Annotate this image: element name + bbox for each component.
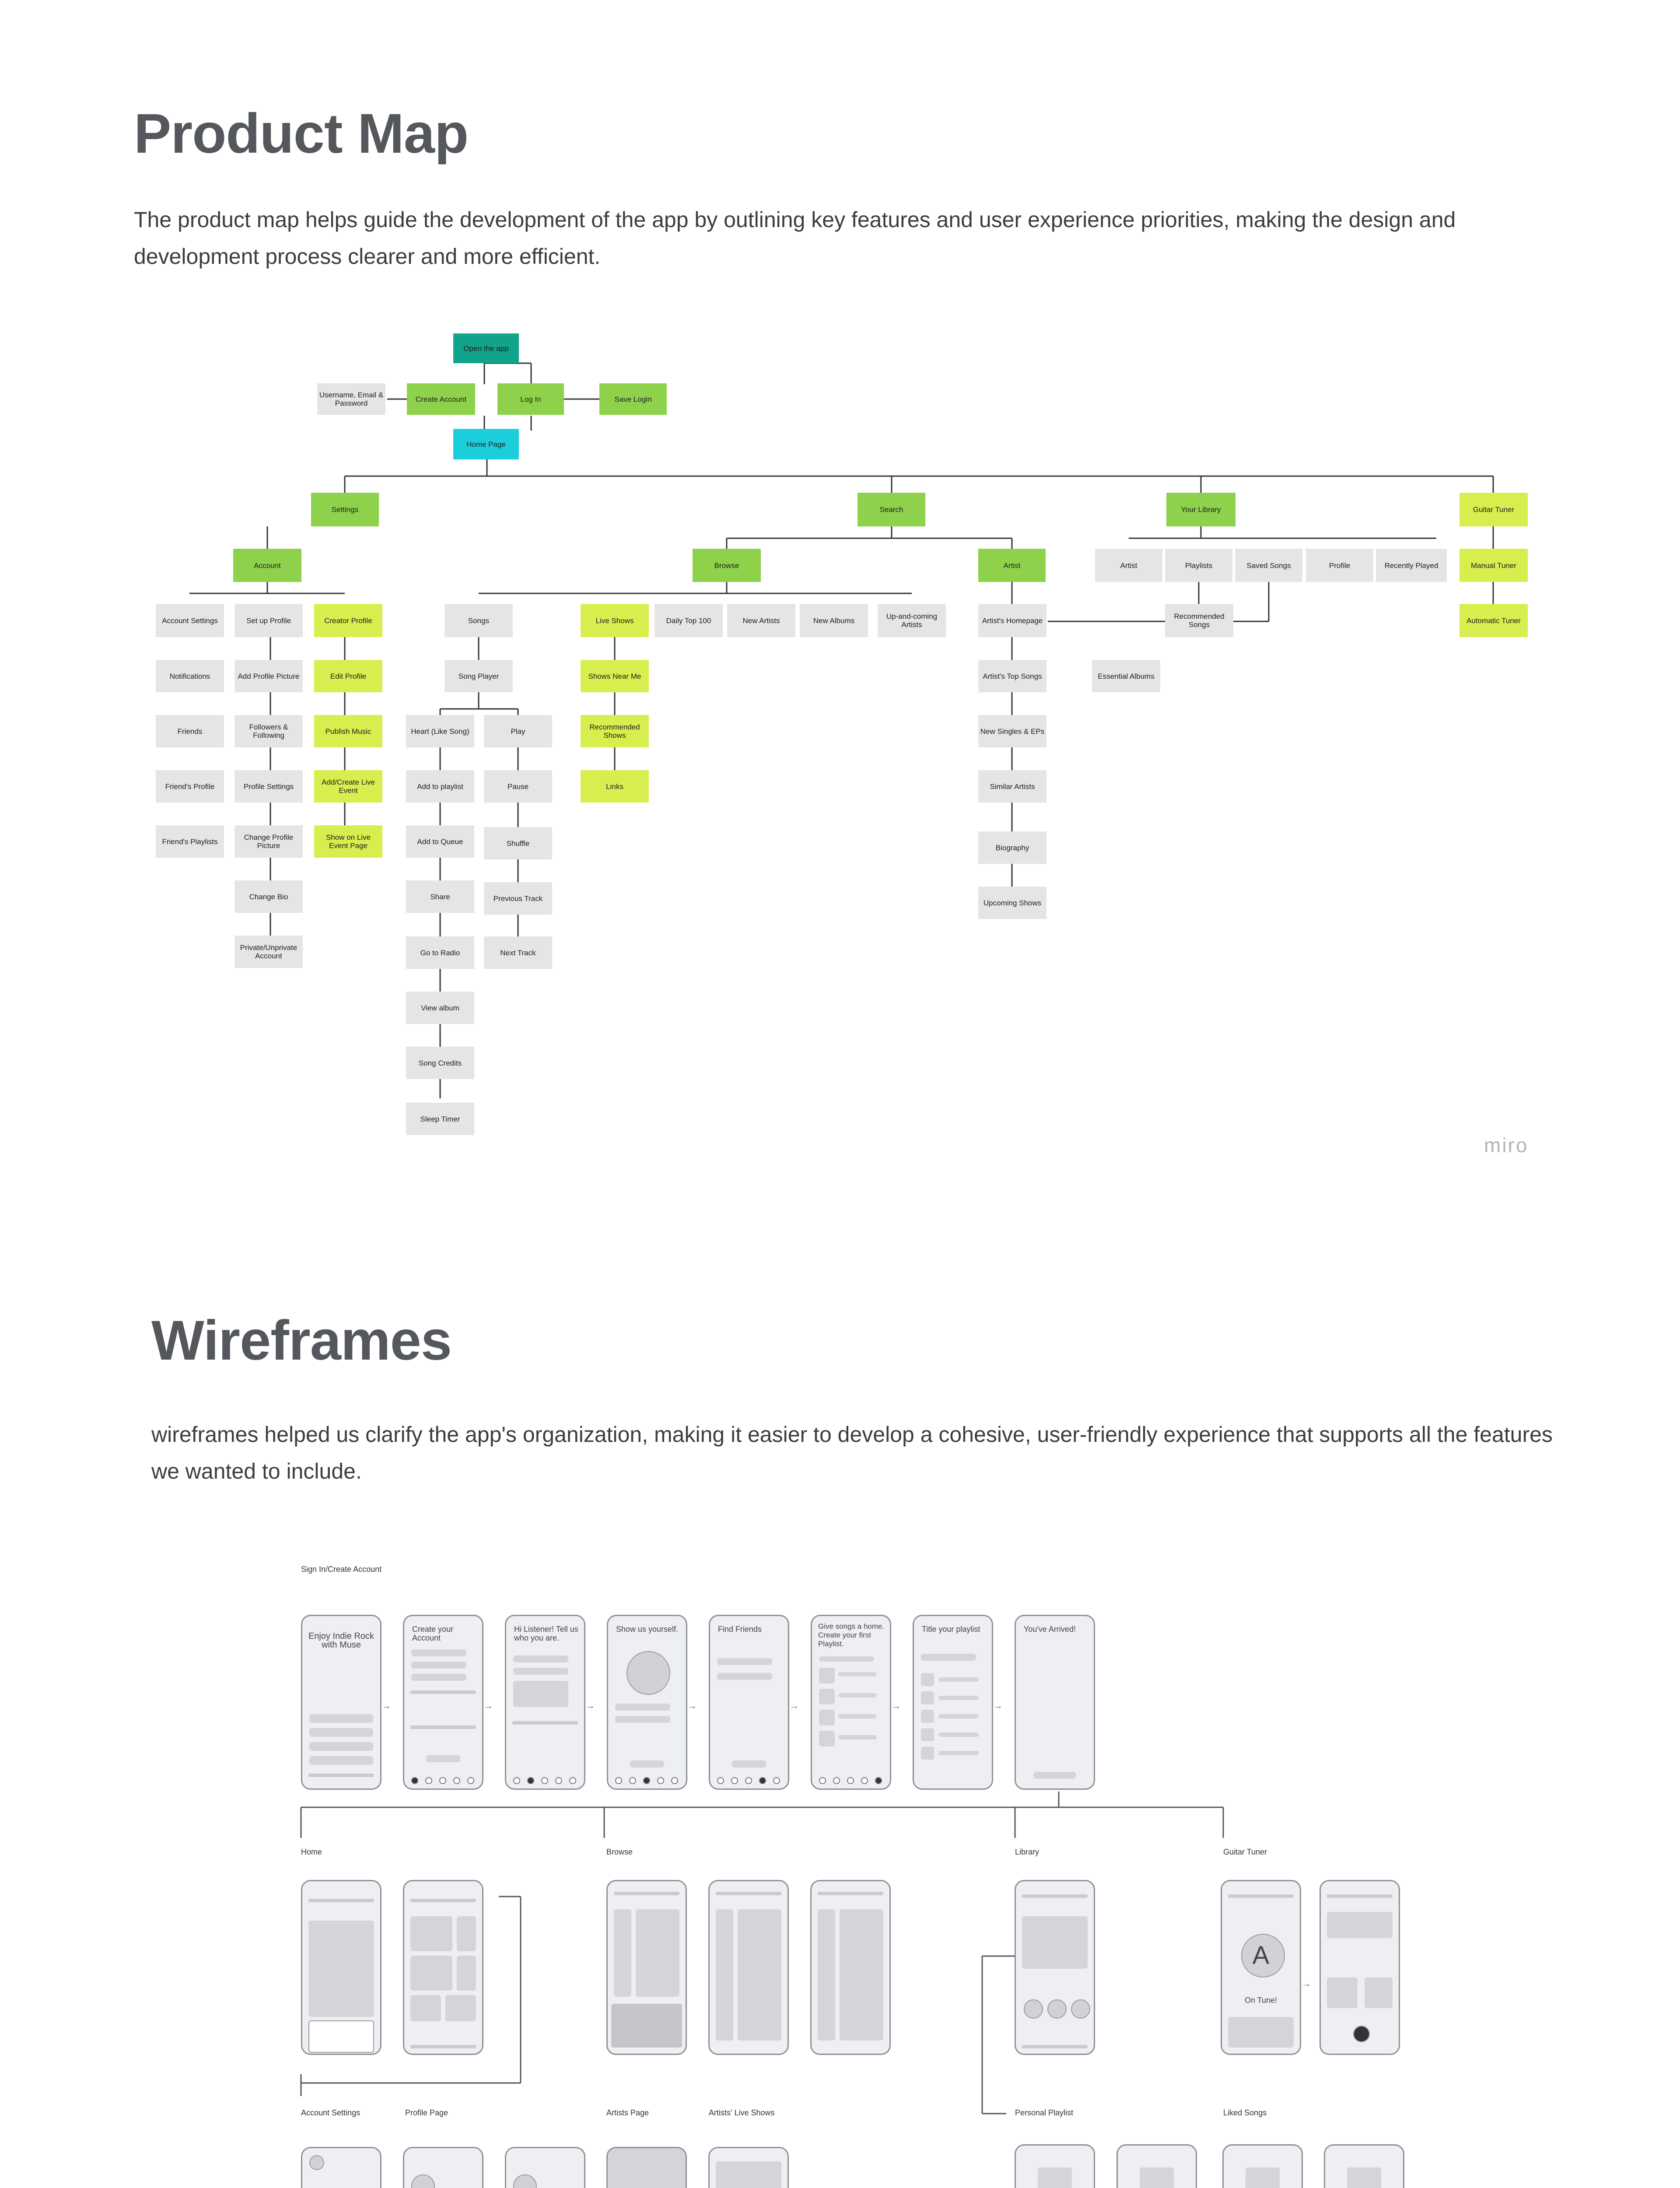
node-artist: Artist — [978, 549, 1046, 582]
screen-enjoy — [301, 1615, 382, 1790]
screen-hi-listener — [505, 1615, 585, 1790]
product-map-title: Product Map — [134, 102, 469, 165]
screen-tuner-auto — [1320, 1880, 1400, 2055]
screen-search-keyboard — [606, 1880, 687, 2055]
node-recently-played: Recently Played — [1376, 549, 1447, 582]
node-save-login: Save Login — [599, 383, 667, 415]
screen-find-friends — [709, 1615, 789, 1790]
node-profile: Profile — [1306, 549, 1373, 582]
wireframes-description: wireframes helped us clarify the app's organization, making it easier to develop a cohesive, user-friendly experience that supports all the features we wanted to include. — [151, 1422, 1553, 1483]
svg-text:→: → — [483, 1700, 493, 1711]
screen-title: Enjoy Indie Rock with Muse — [308, 1631, 374, 1650]
node-upcoming-artists: Up-and-coming Artists — [878, 604, 946, 637]
node-recommended-shows: Recommended Shows — [581, 715, 649, 747]
node-account: Account — [233, 549, 301, 582]
label-artists-page: Artists Page — [606, 2108, 649, 2117]
label-guitar-tuner: Guitar Tuner — [1223, 1848, 1267, 1856]
label-library: Library — [1015, 1848, 1040, 1856]
label-home: Home — [301, 1848, 322, 1856]
screen-title: Create your Account — [412, 1625, 454, 1642]
screen-liked-2 — [1324, 2144, 1404, 2188]
node-browse: Browse — [693, 549, 761, 582]
node-private-unprivate: Private/Unprivate Account — [234, 936, 303, 968]
label-browse: Browse — [606, 1848, 633, 1856]
node-add-to-playlist: Add to playlist — [406, 770, 474, 803]
screen-profile-menu — [505, 2147, 585, 2188]
svg-text:→: → — [687, 1700, 697, 1711]
node-view-album: View album — [406, 992, 474, 1024]
screen-home-browse — [403, 1880, 483, 2055]
screen-title: You've Arrived! — [1024, 1625, 1076, 1634]
node-friends-profile: Friend's Profile — [156, 770, 224, 803]
screen-profile-page — [403, 2147, 483, 2188]
node-daily-top-100: Daily Top 100 — [654, 604, 723, 637]
node-links: Links — [581, 770, 649, 803]
screen-home-live — [301, 1880, 382, 2055]
node-change-bio: Change Bio — [234, 880, 303, 913]
node-friends-playlists: Friend's Playlists — [156, 825, 224, 858]
node-essential-albums: Essential Albums — [1092, 660, 1160, 692]
node-change-profile-picture: Change Profile Picture — [234, 825, 303, 858]
node-shows-near-me: Shows Near Me — [581, 660, 649, 692]
node-username: Username, Email & Password — [317, 383, 385, 415]
svg-text:→: → — [891, 1700, 901, 1711]
node-profile-settings: Profile Settings — [234, 770, 303, 803]
label-profile-page: Profile Page — [405, 2108, 448, 2117]
node-followers-following: Followers & Following — [234, 715, 303, 747]
label-account-settings: Account Settings — [301, 2108, 360, 2117]
node-show-on-live-event-page: Show on Live Event Page — [314, 825, 382, 858]
node-artists-top-songs: Artist's Top Songs — [978, 660, 1046, 692]
node-heart: Heart (Like Song) — [406, 715, 474, 747]
node-search: Search — [858, 493, 925, 526]
node-artists-homepage: Artist's Homepage — [978, 604, 1046, 637]
node-play: Play — [484, 715, 552, 747]
node-recommended-songs: Recommended Songs — [1165, 604, 1233, 637]
node-guitar-tuner: Guitar Tuner — [1460, 493, 1528, 526]
node-biography: Biography — [978, 831, 1046, 864]
node-next-track: Next Track — [484, 936, 552, 969]
screen-library — [1015, 1880, 1095, 2055]
node-shuffle: Shuffle — [484, 827, 552, 859]
label-artists-live-shows: Artists' Live Shows — [709, 2108, 775, 2117]
node-notifications: Notifications — [156, 660, 224, 692]
node-account-settings: Account Settings — [156, 604, 224, 637]
node-add-to-queue: Add to Queue — [406, 825, 474, 858]
svg-text:→: → — [382, 1700, 391, 1711]
node-add-create-live-event: Add/Create Live Event — [314, 770, 382, 803]
node-lib-artist: Artist — [1095, 549, 1162, 582]
screen-playlist-1 — [1015, 2144, 1095, 2188]
screen-liked-1 — [1222, 2144, 1303, 2188]
node-new-singles-eps: New Singles & EPs — [978, 715, 1046, 747]
product-map-description: The product map helps guide the development of the app by outlining key features and user experience priorities, making the design and development process clearer and more efficient. — [134, 207, 1456, 269]
screen-artist-page — [606, 2147, 687, 2188]
node-home-page: Home Page — [453, 429, 519, 459]
node-manual-tuner: Manual Tuner — [1460, 549, 1528, 582]
miro-watermark: miro — [1484, 1134, 1529, 1157]
node-new-artists: New Artists — [727, 604, 795, 637]
screen-title: Give songs a home. Create your first Playlist. — [818, 1622, 885, 1648]
node-playlists: Playlists — [1165, 549, 1232, 582]
node-settings: Settings — [311, 493, 379, 526]
screen-account-settings — [301, 2147, 382, 2188]
svg-text:→: → — [1302, 1978, 1311, 1989]
node-pause: Pause — [484, 770, 552, 803]
node-friends: Friends — [156, 715, 224, 747]
node-song-player: Song Player — [444, 660, 513, 692]
wireframes-title: Wireframes — [151, 1309, 452, 1372]
node-create-account: Create Account — [407, 383, 475, 415]
node-log-in: Log In — [497, 383, 564, 415]
node-publish-music: Publish Music — [314, 715, 382, 747]
node-song-credits: Song Credits — [406, 1047, 474, 1079]
node-edit-profile: Edit Profile — [314, 660, 382, 692]
screen-title: Find Friends — [718, 1625, 762, 1634]
node-upcoming-shows: Upcoming Shows — [978, 887, 1046, 919]
screen-tuner-manual — [1221, 1880, 1301, 2055]
tuner-letter: A — [1252, 1941, 1270, 1970]
screen-title-playlist — [913, 1615, 993, 1790]
screen-title: Title your playlist — [922, 1625, 980, 1634]
node-automatic-tuner: Automatic Tuner — [1460, 604, 1528, 637]
screen-show-yourself — [607, 1615, 687, 1790]
screen-first-playlist — [811, 1615, 891, 1790]
screen-search-results — [708, 1880, 789, 2055]
screen-title: Hi Listener! Tell us who you are. — [514, 1625, 578, 1642]
node-sleep-timer: Sleep Timer — [406, 1103, 474, 1135]
svg-text:→: → — [993, 1700, 1003, 1711]
screen-artist-live-shows — [708, 2147, 789, 2188]
node-live-shows: Live Shows — [581, 604, 649, 637]
node-set-up-profile: Set up Profile — [234, 604, 303, 637]
screen-arrived — [1015, 1615, 1095, 1790]
screen-playlist-2 — [1116, 2144, 1197, 2188]
screen-search-list — [810, 1880, 891, 2055]
node-songs: Songs — [444, 604, 513, 637]
node-similar-artists: Similar Artists — [978, 770, 1046, 803]
tuner-status: On Tune! — [1244, 1996, 1278, 2005]
label-sign-in: Sign In/Create Account — [301, 1565, 382, 1574]
node-share: Share — [406, 880, 474, 913]
svg-text:→: → — [789, 1700, 799, 1711]
svg-text:→: → — [585, 1700, 595, 1711]
screen-title: Show us yourself. — [616, 1625, 679, 1634]
node-saved-songs: Saved Songs — [1235, 549, 1302, 582]
node-previous-track: Previous Track — [484, 882, 552, 915]
node-your-library: Your Library — [1166, 493, 1236, 526]
node-open-app: Open the app — [453, 333, 519, 363]
node-creator-profile: Creator Profile — [314, 604, 382, 637]
label-personal-playlist: Personal Playlist — [1015, 2108, 1074, 2117]
screen-create-account — [403, 1615, 483, 1790]
node-add-profile-picture: Add Profile Picture — [234, 660, 303, 692]
node-go-to-radio: Go to Radio — [406, 936, 474, 969]
label-liked-songs: Liked Songs — [1223, 2108, 1267, 2117]
node-new-albums: New Albums — [800, 604, 868, 637]
